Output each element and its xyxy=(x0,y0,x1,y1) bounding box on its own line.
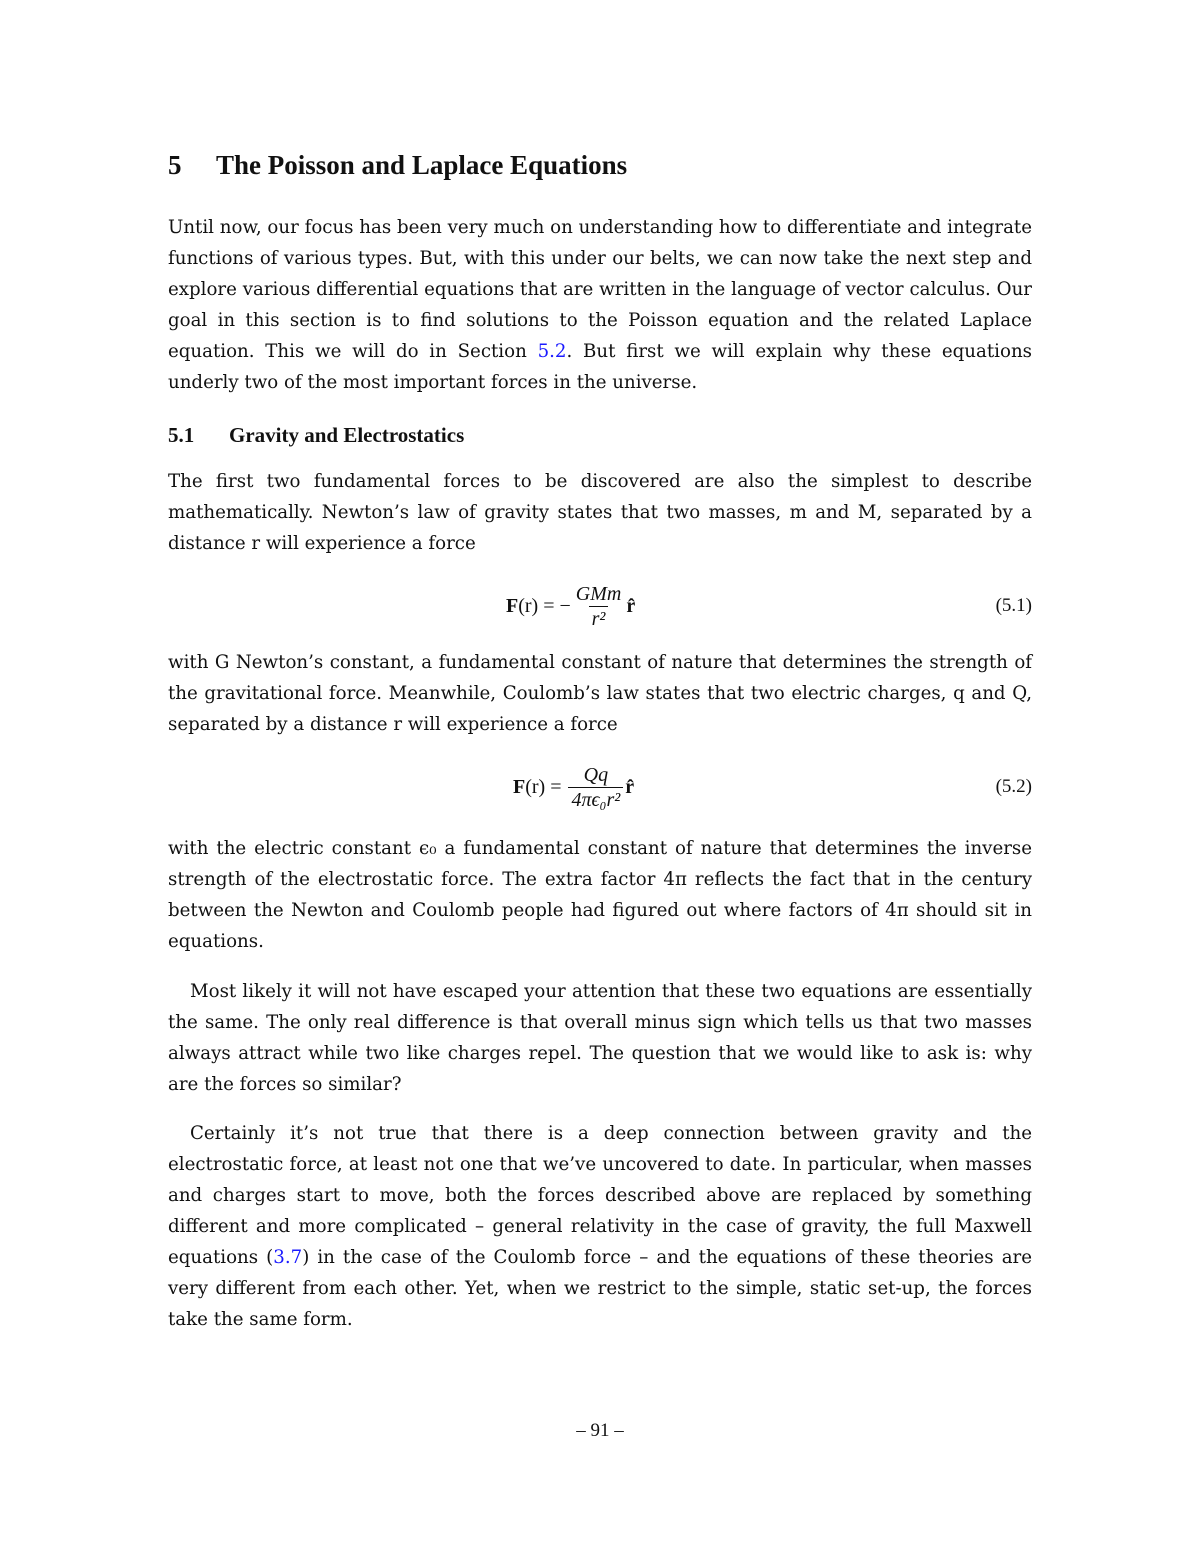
certainly-text-1: Certainly it’s not true that there is a deep connection between gravity and the electrostatic force, at least not one that we’ve uncovered to date. In particular, when masses and charges start to move, both the forces described above are replaced by something different and more complicated – general relativity in the case of gravity, the full Maxwell equations ( xyxy=(168,1123,1032,1268)
intro-text-2: . But first we will explain why these equations underly two of the most important forces in the universe. xyxy=(168,341,1032,393)
eq2-fraction xyxy=(568,763,623,812)
eq2-numerator: Qq xyxy=(583,763,609,786)
likely-paragraph: Most likely it will not have escaped your attention that these two equations are essentially the same. The only real difference is that overall minus sign which tells us that two masses always attract while two like charges repel. The question that we would like to ask is: why are the forces so similar? xyxy=(168,981,1032,1095)
certainly-text-2: ) in the case of the Coulomb force – and the equations of these theories are very different from each other. Yet, when we restrict to the simple, static set-up, the forces take the same form. xyxy=(168,1247,1033,1330)
equation-link[interactable]: 3.7 xyxy=(273,1247,303,1268)
eq2-number: (5.2) xyxy=(995,776,1032,797)
intro-text-1: Until now, our focus has been very much on understanding how to differentiate and integrate functions of various types. But, with this under our belts, we can now take the next step and explore various differential equations that are written in the language of vector calculus. Our goal in this section is to find solutions to the Poisson equation and the related Laplace equation. This we will do in Section xyxy=(168,217,1032,362)
intro-paragraph xyxy=(168,212,1032,398)
eq2-denominator: 4πϵ₀r² xyxy=(568,787,623,812)
section-title xyxy=(168,150,627,181)
section-number: 5 xyxy=(168,150,182,180)
eq1-denominator: r² xyxy=(589,606,609,631)
eq1-unit-vector: r̂ xyxy=(626,594,636,617)
eq1-lhs-arg: (r) = − xyxy=(518,594,571,617)
electric-paragraph: with the electric constant ϵ₀ a fundamental constant of nature that determines the inverse strength of the electrostatic force. The extra factor 4π reflects the fact that in the century between the Newton and Coulomb people had figured out where factors of 4π should sit in equations. xyxy=(168,838,1032,952)
eq1-numerator: GMm xyxy=(575,582,622,605)
page-number: – 91 – xyxy=(576,1420,624,1441)
eq1-number: (5.1) xyxy=(995,595,1032,616)
eq2-force-symbol: F xyxy=(513,775,526,798)
eq1-force-symbol: F xyxy=(506,594,519,617)
equation-5-2 xyxy=(168,757,1032,817)
subsection-number: 5.1 xyxy=(168,423,195,447)
equation-5-1 xyxy=(168,576,1032,636)
certainly-paragraph xyxy=(168,1118,1032,1335)
subsection-title xyxy=(168,423,464,448)
eq2-unit-vector: r̂ xyxy=(625,775,635,798)
section-heading: The Poisson and Laplace Equations xyxy=(216,150,628,180)
coulomb-paragraph: with G Newton’s constant, a fundamental constant of nature that determines the strength of the gravitational force. Meanwhile, Coulomb’s law states that two electric charges, q and Q, separated by a distance r will experience a force xyxy=(168,652,1032,735)
section-link[interactable]: 5.2 xyxy=(537,341,567,362)
subsection-heading: Gravity and Electrostatics xyxy=(229,423,465,447)
eq1-fraction xyxy=(573,582,625,631)
eq2-lhs-arg: (r) = xyxy=(525,775,567,798)
newton-paragraph: The first two fundamental forces to be discovered are also the simplest to describe mathematically. Newton’s law of gravity states that two masses, m and M, separated by a distance r will experience a force xyxy=(168,471,1032,554)
